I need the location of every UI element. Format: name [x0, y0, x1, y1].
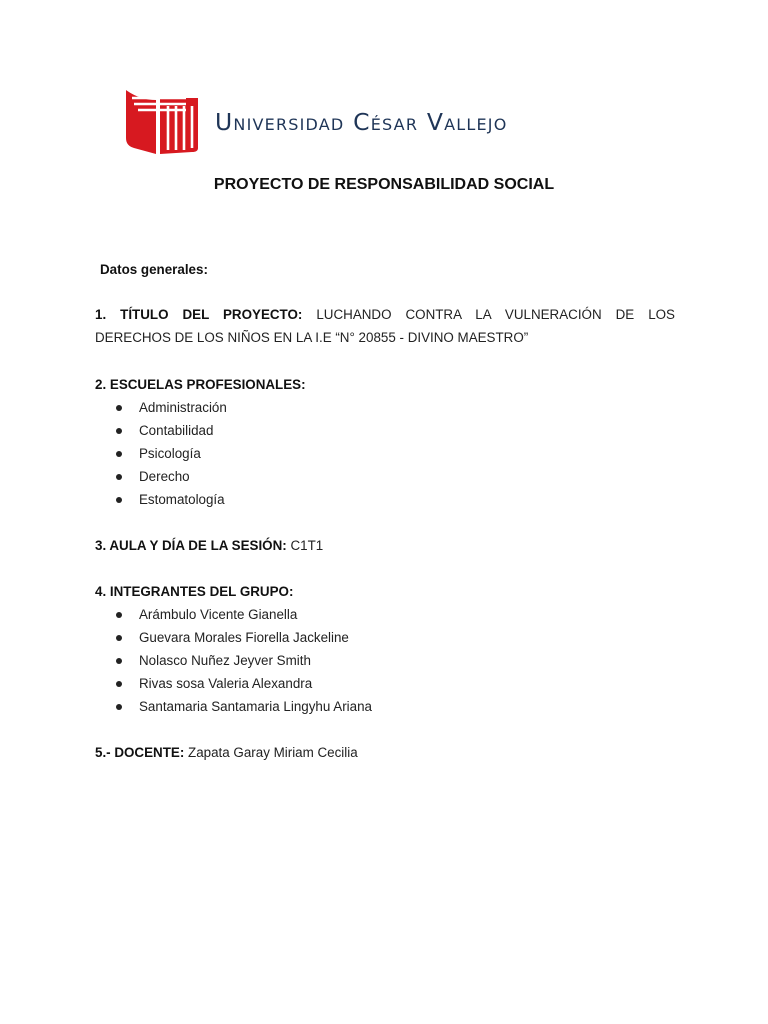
titulo-value-line1: LUCHANDO CONTRA LA VULNERACIÓN DE LOS: [316, 307, 675, 322]
list-item: Arámbulo Vicente Gianella: [95, 603, 675, 626]
list-item: Administración: [95, 396, 675, 419]
list-item: Guevara Morales Fiorella Jackeline: [95, 626, 675, 649]
section-titulo-proyecto: [95, 303, 675, 349]
integrantes-list: [95, 603, 675, 718]
list-item: Derecho: [95, 465, 675, 488]
section-escuelas: [95, 373, 675, 511]
ucv-logo-icon: [126, 88, 200, 156]
aula-label: 3. AULA Y DÍA DE LA SESIÓN:: [95, 538, 287, 553]
university-logo: [126, 88, 656, 158]
aula-value: C1T1: [290, 538, 324, 553]
docente-value: Zapata Garay Miriam Cecilia: [188, 745, 358, 760]
section-integrantes: [95, 580, 675, 718]
list-item: Rivas sosa Valeria Alexandra: [95, 672, 675, 695]
list-item: Santamaria Santamaria Lingyhu Ariana: [95, 695, 675, 718]
titulo-value-line2: DERECHOS DE LOS NIÑOS EN LA I.E “N° 20855 - DIVINO MAESTRO”: [95, 330, 529, 345]
list-item: Psicología: [95, 442, 675, 465]
escuelas-list: [95, 396, 675, 511]
datos-generales-label: Datos generales:: [100, 262, 208, 277]
university-name: Universidad César Vallejo: [215, 108, 508, 136]
escuelas-label: 2. ESCUELAS PROFESIONALES:: [95, 377, 306, 392]
section-docente: [95, 741, 675, 764]
titulo-line-1: [95, 303, 675, 326]
section-aula: [95, 534, 675, 557]
list-item: Contabilidad: [95, 419, 675, 442]
titulo-label: 1. TÍTULO DEL PROYECTO:: [95, 307, 303, 322]
docente-label: 5.- DOCENTE:: [95, 745, 185, 760]
list-item: Nolasco Nuñez Jeyver Smith: [95, 649, 675, 672]
list-item: Estomatología: [95, 488, 675, 511]
document-title: PROYECTO DE RESPONSABILIDAD SOCIAL: [213, 176, 555, 193]
integrantes-label: 4. INTEGRANTES DEL GRUPO:: [95, 584, 294, 599]
